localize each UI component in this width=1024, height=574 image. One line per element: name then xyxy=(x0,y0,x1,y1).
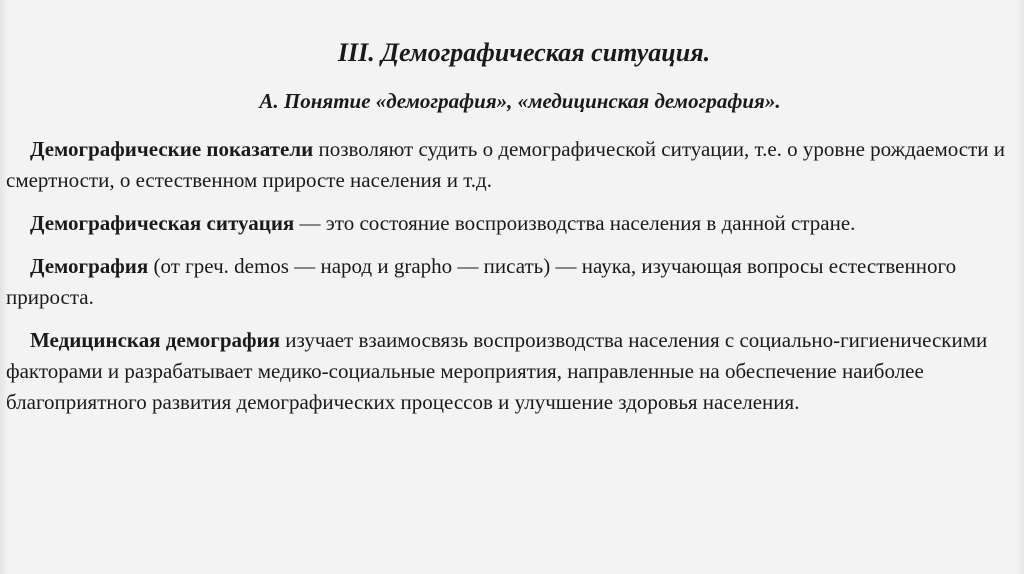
slide-title: III. Демографическая ситуация. xyxy=(337,38,711,67)
definition-demographic-indicators: позволяют судить о демографической ситуации, т.е. о уровне рождаемости и смертности, о естественном приросте населения и т.д. xyxy=(6,137,1005,192)
paragraph-demography xyxy=(6,251,1016,313)
term-medical-demography: Медицинская демография xyxy=(30,328,281,352)
paragraph-demographic-indicators xyxy=(6,134,1016,196)
term-demographic-situation: Демографическая ситуация xyxy=(30,211,295,235)
term-demography: Демография xyxy=(30,254,149,278)
term-demographic-indicators: Демографические показатели xyxy=(30,137,314,161)
slide-subtitle: А. Понятие «демография», «медицинская демография». xyxy=(259,89,781,113)
definition-demographic-situation: — это состояние воспроизводства населения в данной стране. xyxy=(294,211,856,235)
paragraph-medical-demography xyxy=(6,325,1016,418)
slide-body xyxy=(6,134,1016,430)
paragraph-demographic-situation xyxy=(6,208,1016,239)
definition-demography: (от греч. demos — народ и grapho — писать) — наука, изучающая вопросы естественного прироста. xyxy=(6,254,957,309)
definition-medical-demography: изучает взаимосвязь воспроизводства населения с социально-гигиеническими факторами и разрабатывает медико-социальные мероприятия, направленные на обеспечение наиболее благоприятного развития демографических процессов и улучшение здоровья населения. xyxy=(6,328,988,414)
